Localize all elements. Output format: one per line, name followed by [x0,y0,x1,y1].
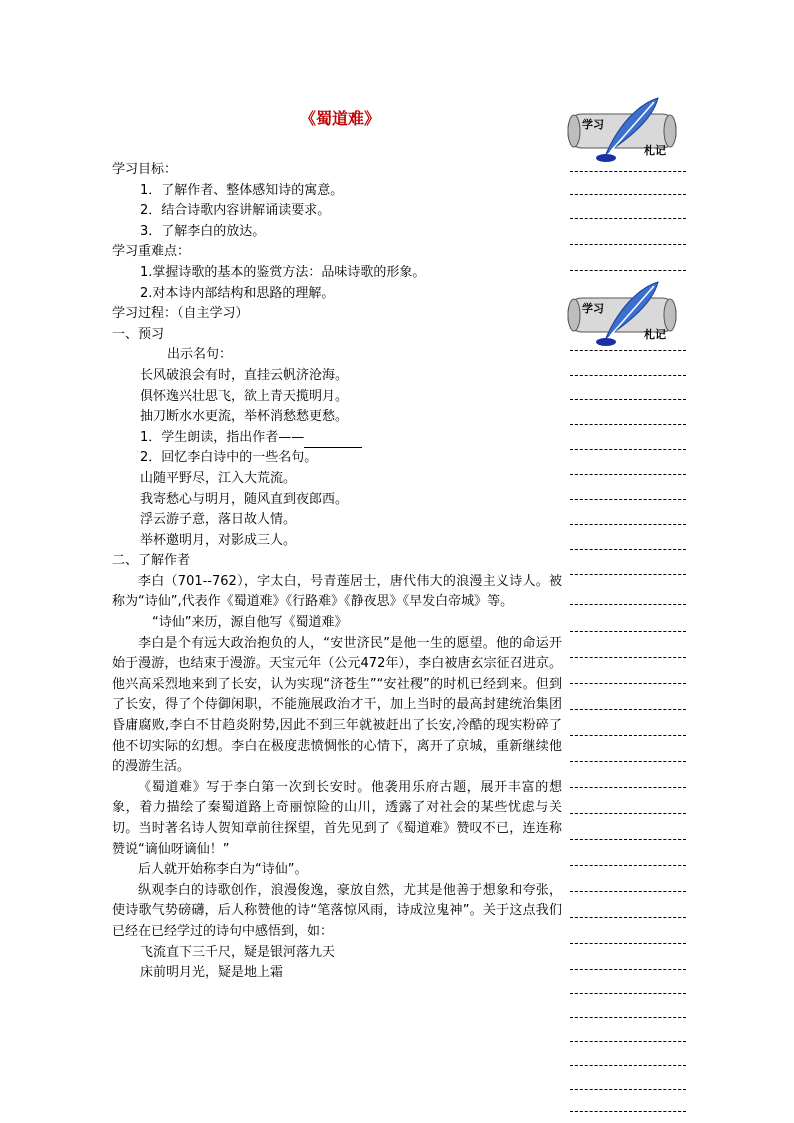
note-line [570,813,686,814]
study-notes-logo [566,96,684,164]
note-line [570,244,686,245]
note-line [570,375,686,376]
preview-heading: 一、预习 [112,326,165,342]
author-paragraph-4: 后人就开始称李白为“诗仙”。 [138,862,308,878]
task-1-text: 1．学生朗读，指出作者—— [140,429,305,445]
note-line [570,709,686,710]
note-line [570,399,686,400]
quote-line: 抽刀断水水更流，举杯消愁愁更愁。 [140,409,349,425]
lesson-content [112,160,562,984]
author-paragraph-3: 《蜀道难》写于李白第一次到长安时。他袭用乐府古题，展开丰富的想象，着力描绘了秦蜀道路上奇丽惊险的山川，透露了对社会的某些忧虑与关切。当时著名诗人贺知章前往探望，首先见到了《蜀道难》赞叹不已，连连称赞说“谪仙呀谪仙！” [112,779,562,857]
note-line [570,631,686,632]
note-line [570,499,686,500]
goal-item: 3．了解李白的放达。 [140,223,266,239]
note-line [570,787,686,788]
note-line [570,218,686,219]
note-line [570,449,686,450]
study-notes-logo-2 [566,280,684,348]
svg-text:札记: 札记 [644,328,666,341]
page-title: 《蜀道难》 [299,109,380,128]
note-line [570,424,686,425]
ink-pot-icon [596,338,616,346]
note-line [570,474,686,475]
note-line [570,171,686,172]
note-line [570,270,686,271]
svg-text:札记: 札记 [644,144,666,157]
note-line [570,549,686,550]
key-point-item: 1.掌握诗歌的基本的鉴赏方法：品味诗歌的形象。 [140,264,426,280]
quote-line: 举杯邀明月，对影成三人。 [140,532,297,548]
goals-heading: 学习目标： [112,162,178,177]
note-line [570,1017,686,1018]
note-line [570,969,686,970]
note-line [570,524,686,525]
task-2: 2．回忆李白诗中的一些名句。 [140,450,318,466]
ink-pot-icon [596,154,616,162]
note-line [570,891,686,892]
note-line [570,1065,686,1066]
note-line [570,683,686,684]
note-line [570,657,686,658]
note-line [570,865,686,866]
quote-intro: 出示名句： [167,347,233,363]
note-line [570,917,686,918]
quote-line: 俱怀逸兴壮思飞，欲上青天揽明月。 [140,388,349,404]
note-line [570,1089,686,1090]
svg-text:学习: 学习 [582,118,604,131]
key-point-item: 2.对本诗内部结构和思路的理解。 [140,285,335,301]
goal-item: 1．了解作者、整体感知诗的寓意。 [140,182,344,198]
note-line [570,735,686,736]
example-line: 飞流直下三千尺，疑是银河落九天 [140,944,336,960]
note-line [570,993,686,994]
quote-line: 我寄愁心与明月，随风直到夜郎西。 [140,491,349,507]
note-line [570,1041,686,1042]
note-line [570,761,686,762]
note-line [570,604,686,605]
example-line: 床前明月光，疑是地上霜 [140,965,284,981]
quote-line: 山随平野尽，江入大荒流。 [140,470,297,486]
note-line [570,574,686,575]
quote-line: 浮云游子意，落日故人情。 [140,512,297,528]
author-paragraph-5: 纵观李白的诗歌创作，浪漫俊逸，豪放自然，尤其是他善于想象和夸张，使诗歌气势磅礴，后人称赞他的诗“笔落惊风雨，诗成泣鬼神”。关于这点我们已经在已经学过的诗句中感悟到，如： [112,882,562,939]
key-points-heading: 学习重难点： [112,244,191,260]
answer-blank[interactable] [304,433,362,448]
author-paragraph-1: 李白（701--762），字太白，号青莲居士，唐代伟大的浪漫主义诗人。被称为“诗仙”,代表作《蜀道难》《行路难》《静夜思》《早发白帝城》等。 [112,573,562,610]
poet-origin: “诗仙”来历，源自他写《蜀道难》 [152,615,348,631]
goal-item: 2．结合诗歌内容讲解诵读要求。 [140,203,331,219]
author-heading: 二、了解作者 [112,553,191,569]
quote-line: 长风破浪会有时，直挂云帆济沧海。 [140,367,349,383]
note-line [570,350,686,351]
note-line [570,194,686,195]
note-line [570,839,686,840]
task-1 [112,428,562,449]
author-paragraph-2: 李白是个有远大政治抱负的人，“安世济民”是他一生的愿望。他的命运开始于漫游，也结束于漫游。天宝元年（公元472年），李白被唐玄宗征召进京。他兴高采烈地来到了长安，认为实现“济苍生”“安社稷”的时机已经到来。但到了长安，得了个侍御闲职，不能施展政治才干，加上当时的最高封建统治集团昏庸腐败,李白不甘趋炎附势,因此不到三年就被赶出了长安,冷酷的现实粉碎了他不切实际的幻想。李白在极度悲愤惆怅的心情下，离开了京城，重新继续他的漫游生活。 [112,635,562,775]
note-line [570,943,686,944]
note-line [570,1111,686,1112]
svg-text:学习: 学习 [582,302,604,315]
process-heading: 学习过程：（自主学习） [112,306,249,322]
